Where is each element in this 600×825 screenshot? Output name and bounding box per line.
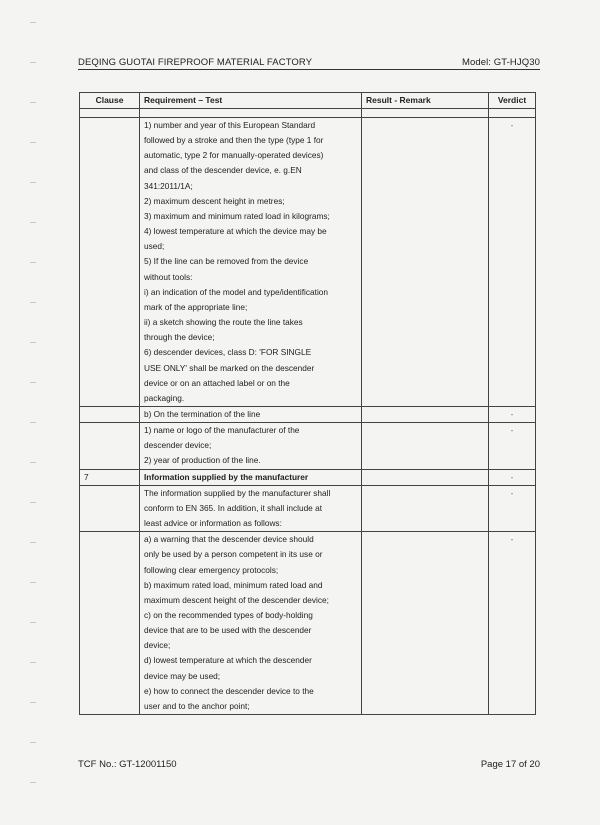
requirement-line: ii) a sketch showing the route the line takes (144, 317, 303, 328)
requirement-line: maximum descent height of the descender device; (144, 594, 329, 605)
clause-cell (80, 532, 140, 715)
requirement-line: followed by a stroke and then the type (type 1 for (144, 135, 324, 146)
table-spacer-row (80, 109, 536, 118)
header-verdict: Verdict (489, 93, 536, 109)
requirement-line: device; (144, 640, 171, 651)
verdict-cell: - (489, 118, 536, 407)
result-cell (362, 406, 489, 422)
requirement-line: and class of the descender device, e. g.EN (144, 165, 302, 176)
requirement-line: without tools: (144, 271, 193, 282)
requirement-line: conform to EN 365. In addition, it shall include at (144, 502, 323, 513)
requirement-line: e) how to connect the descender device to the (144, 685, 314, 696)
requirement-line: following clear emergency protocols; (144, 564, 279, 575)
result-cell (362, 532, 489, 715)
clause-cell (80, 485, 140, 531)
requirement-line: 4) lowest temperature at which the device may be (144, 226, 327, 237)
tcf-number: TCF No.: GT-12001150 (78, 759, 177, 770)
verdict-cell: - (489, 423, 536, 469)
header-result: Result - Remark (362, 93, 489, 109)
requirement-line: descender device; (144, 440, 212, 451)
requirement-line: only be used by a person competent in its use or (144, 549, 323, 560)
clause-cell (80, 406, 140, 422)
requirement-line: 341:2011/1A; (144, 180, 193, 191)
result-cell (362, 469, 489, 485)
table-row (80, 118, 536, 407)
requirement-cell (140, 406, 362, 422)
requirement-line: mark of the appropriate line; (144, 301, 248, 312)
requirement-line: c) on the recommended types of body-holding (144, 610, 313, 620)
requirement-cell (140, 485, 362, 531)
requirement-line: b) maximum rated load, minimum rated load and (144, 579, 323, 590)
requirement-line: user and to the anchor point; (144, 700, 250, 711)
requirement-line: device may be used; (144, 670, 221, 681)
table-row (80, 532, 536, 715)
requirement-line: used; (144, 241, 165, 252)
requirement-line: 1) number and year of this European Standard (144, 120, 316, 130)
model-number: Model: GT-HJQ30 (461, 57, 540, 68)
requirement-line: 5) If the line can be removed from the device (144, 256, 309, 267)
requirement-cell (140, 423, 362, 469)
table-body (80, 109, 536, 715)
requirement-line: Information supplied by the manufacturer (144, 471, 309, 482)
verdict-cell: - (489, 469, 536, 485)
requirement-cell (140, 532, 362, 715)
table-row (80, 485, 536, 531)
table-row (80, 423, 536, 469)
header-requirement: Requirement – Test (140, 93, 362, 109)
requirement-line: USE ONLY' shall be marked on the descender (144, 362, 315, 373)
requirement-line: b) On the termination of the line (144, 408, 261, 419)
company-name: DEQING GUOTAI FIREPROOF MATERIAL FACTORY (78, 57, 313, 68)
result-cell (362, 423, 489, 469)
requirement-line: 3) maximum and minimum rated load in kilograms; (144, 210, 330, 221)
requirement-line: packaging. (144, 392, 185, 403)
requirement-line: d) lowest temperature at which the descender (144, 655, 312, 666)
table-header-row (80, 93, 536, 109)
result-cell (362, 118, 489, 407)
table-row (80, 406, 536, 422)
requirement-line: automatic, type 2 for manually-operated devices) (144, 150, 324, 161)
requirement-line: 6) descender devices, class D: 'FOR SINGLE (144, 347, 312, 358)
requirement-cell (140, 469, 362, 485)
requirement-line: 2) maximum descent height in metres; (144, 195, 285, 206)
requirements-table (79, 92, 536, 715)
verdict-cell: - (489, 485, 536, 531)
requirement-line: least advice or information as follows: (144, 518, 282, 529)
requirement-cell (140, 118, 362, 407)
page-number: Page 17 of 20 (480, 759, 540, 770)
requirement-line: device that are to be used with the descender (144, 625, 312, 636)
requirement-line: through the device; (144, 332, 215, 343)
verdict-cell: - (489, 532, 536, 715)
requirement-line: i) an indication of the model and type/identification (144, 286, 329, 297)
header-clause: Clause (80, 93, 140, 109)
requirement-line: 2) year of production of the line. (144, 455, 261, 466)
header-divider (78, 69, 540, 70)
verdict-cell: - (489, 406, 536, 422)
requirement-line: device or on an attached label or on the (144, 377, 290, 388)
requirement-line: 1) name or logo of the manufacturer of the (144, 425, 300, 436)
clause-cell: 7 (80, 469, 140, 485)
table-row (80, 469, 536, 485)
clause-cell (80, 118, 140, 407)
clause-cell (80, 423, 140, 469)
requirement-line: The information supplied by the manufacturer shall (144, 487, 331, 498)
requirement-line: a) a warning that the descender device should (144, 534, 314, 545)
result-cell (362, 485, 489, 531)
